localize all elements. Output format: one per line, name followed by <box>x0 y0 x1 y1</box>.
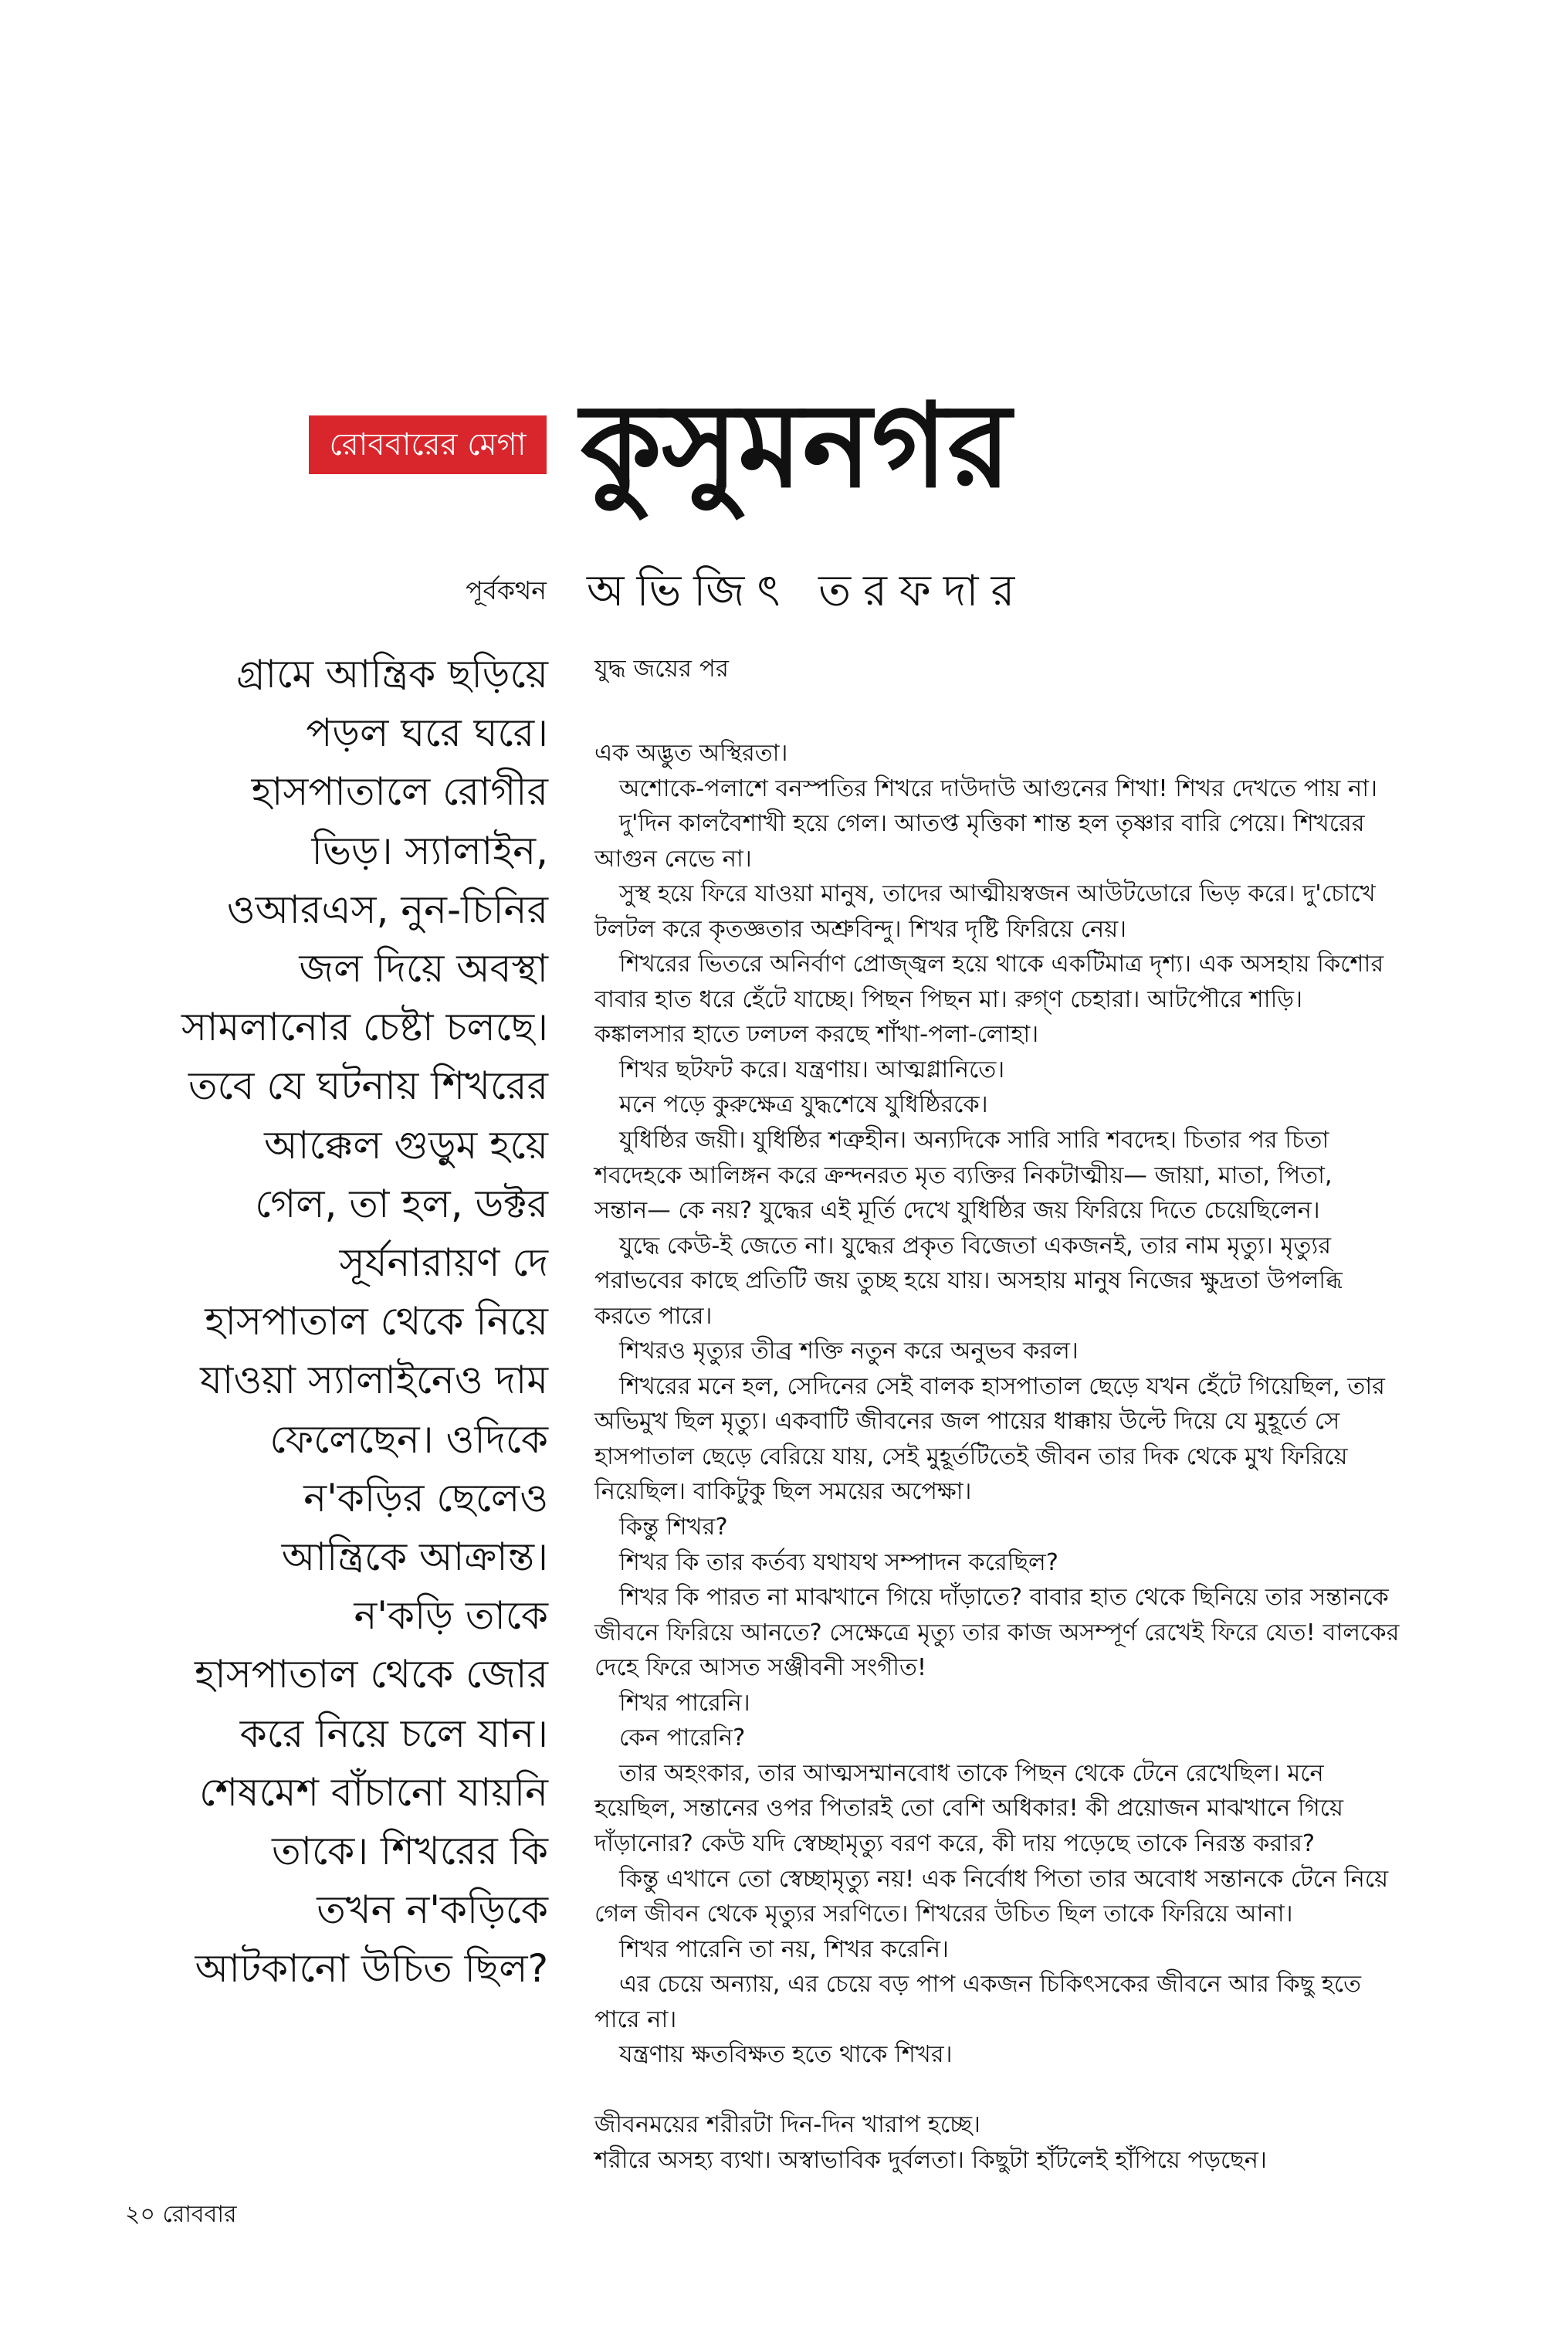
body-line: যুধিষ্ঠির জয়ী। যুধিষ্ঠির শত্রুহীন। অন্যদিকে সারি সারি শবদেহ। চিতার পর চিতা <box>619 1127 1329 1155</box>
pull-quote-line: জল দিয়ে অবস্থা <box>299 946 548 992</box>
body-line: শিখর কি পারত না মাঝখানে গিয়ে দাঁড়াতে? বাবার হাত থেকে ছিনিয়ে তার সন্তানকে <box>619 1584 1389 1612</box>
pull-quote-line: সূর্যনারায়ণ দে <box>339 1240 548 1286</box>
body-line: বাবার হাত ধরে হেঁটে যাচ্ছে। পিছন পিছন মা। রুগ্ণ চেহারা। আটপৌরে শাড়ি। <box>594 985 1302 1013</box>
body-line: পরাভবের কাছে প্রতিটি জয় তুচ্ছ হয়ে যায়। অসহায় মানুষ নিজের ক্ষুদ্রতা উপলব্ধি <box>594 1267 1343 1295</box>
body-line: যন্ত্রণায় ক্ষতবিক্ষত হতে থাকে শিখর। <box>619 2041 953 2069</box>
pull-quote-line: তবে যে ঘটনায় শিখরের <box>188 1063 548 1109</box>
pull-quote-line: পড়ল ঘরে ঘরে। <box>306 710 548 756</box>
body-line: যুদ্ধে কেউ-ই জেতে না। যুদ্ধের প্রকৃত বিজেতা একজনই, তার নাম মৃত্যু। মৃত্যুর <box>619 1232 1331 1260</box>
body-line: জীবনে ফিরিয়ে আনতে? সেক্ষেত্রে মৃত্যু তার কাজ অসম্পূর্ণ রেখেই ফিরে যেত! বালকের <box>594 1619 1400 1646</box>
body-line: শরীরে অসহ্য ব্যথা। অস্বাভাবিক দুর্বলতা। কিছুটা হাঁটলেই হাঁপিয়ে পড়ছেন। <box>594 2146 1267 2174</box>
prelude-label: পূর্বকথন <box>466 575 547 605</box>
pull-quote-line: হাসপাতাল থেকে নিয়ে <box>205 1299 548 1344</box>
pull-quote-line: ন'কড়ির ছেলেও <box>303 1475 548 1521</box>
paragraph-gap <box>594 2073 1428 2108</box>
body-line: এর চেয়ে অন্যায়, এর চেয়ে বড় পাপ একজন চিকিৎসকের জীবনে আর কিছু হতে <box>619 1971 1361 1999</box>
body-line: দাঁড়ানোর? কেউ যদি স্বেচ্ছামৃত্যু বরণ করে, কী দায় পড়েছে তাকে নিরস্ত করার? <box>594 1829 1316 1857</box>
body-line: তার অহংকার, তার আত্মসম্মানবোধ তাকে পিছন থেকে টেনে রেখেছিল। মনে <box>619 1759 1324 1787</box>
body-line: করতে পারে। <box>594 1302 713 1330</box>
pull-quote-line: করে নিয়ে চলে যান। <box>239 1711 548 1756</box>
page-title: কুসুমনগর <box>581 379 1011 514</box>
body-line: আগুন নেভে না। <box>594 845 752 873</box>
body-line: শবদেহকে আলিঙ্গন করে ক্রন্দনরত মৃত ব্যক্তির নিকটাত্মীয়— জায়া, মাতা, পিতা, <box>594 1161 1333 1189</box>
body-line: শিখর ছটফট করে। যন্ত্রণায়। আত্মগ্লানিতে। <box>619 1056 1005 1083</box>
pull-quote-line: আন্ত্রিকে আক্রান্ত। <box>281 1534 548 1580</box>
body-line: দেহে ফিরে আসত সঞ্জীবনী সংগীত! <box>594 1654 927 1682</box>
pull-quote-line: যাওয়া স্যালাইনেও দাম <box>200 1358 548 1403</box>
body-line: শিখরের মনে হল, সেদিনের সেই বালক হাসপাতাল ছেড়ে যখন হেঁটে গিয়েছিল, তার <box>619 1372 1385 1400</box>
article-body <box>594 736 1428 2178</box>
page-folio: ২০ রোববার <box>125 2201 237 2228</box>
pull-quote-line: ভিড়। স্যালাইন, <box>311 828 548 873</box>
body-line: শিখর পারেনি তা নয়, শিখর করেনি। <box>619 1935 949 1963</box>
pull-quote-line: তখন ন'কড়িকে <box>317 1887 548 1933</box>
body-line: এক অদ্ভুত অস্থিরতা। <box>594 740 788 767</box>
body-line: নিয়েছিল। বাকিটুকু ছিল সময়ের অপেক্ষা। <box>594 1478 972 1506</box>
body-line: অশোকে-পলাশে বনস্পতির শিখরে দাউদাউ আগুনের শিখা! শিখর দেখতে পায় না। <box>619 775 1377 802</box>
body-line: সন্তান— কে নয়? যুদ্ধের এই মূর্তি দেখে যুধিষ্ঠির জয় ফিরিয়ে দিতে চেয়েছিলেন। <box>594 1197 1320 1225</box>
body-line: শিখরের ভিতরে অনির্বাণ প্রোজ্জ্বল হয়ে থাকে একটিমাত্র দৃশ্য। এক অসহায় কিশোর <box>619 951 1384 978</box>
pull-quote-line: শেষমেশ বাঁচানো যায়নি <box>199 1769 548 1815</box>
pull-quote-line: ফেলেছেন। ওদিকে <box>269 1416 548 1462</box>
body-line: কিন্তু শিখর? <box>619 1514 728 1541</box>
pull-quote-line: আটকানো উচিত ছিল? <box>195 1946 548 1992</box>
pull-quote-line: গ্রামে আন্ত্রিক ছড়িয়ে <box>236 652 548 697</box>
section-heading: যুদ্ধ জয়ের পর <box>594 655 729 683</box>
pull-quote-line: সামলানোর চেষ্টা চলছে। <box>181 1005 548 1050</box>
body-line: শিখর পারেনি। <box>619 1689 750 1717</box>
body-line: সুস্থ হয়ে ফিরে যাওয়া মানুষ, তাদের আত্মীয়স্বজন আউটডোরে ভিড় করে। দু'চোখে <box>619 880 1376 908</box>
pull-quote-line: তাকে। শিখরের কি <box>272 1829 548 1874</box>
body-line: জীবনময়ের শরীরটা দিন-দিন খারাপ হচ্ছে। <box>594 2111 980 2139</box>
body-line: গেল জীবন থেকে মৃত্যুর সরণিতে। শিখরের উচিত ছিল তাকে ফিরিয়ে আনা। <box>594 1900 1293 1928</box>
body-line: শিখর কি তার কর্তব্য যথাযথ সম্পাদন করেছিল? <box>619 1548 1058 1576</box>
body-line: হাসপাতাল ছেড়ে বেরিয়ে যায়, সেই মুহূর্তটিতেই জীবন তার দিক থেকে মুখ ফিরিয়ে <box>594 1443 1348 1470</box>
pull-quote-line: ন'কড়ি তাকে <box>354 1593 548 1639</box>
pull-quote-line: হাসপাতালে রোগীর <box>251 769 548 815</box>
body-line: পারে না। <box>594 2006 677 2033</box>
body-line: কেন পারেনি? <box>619 1724 746 1752</box>
body-line: শিখরও মৃত্যুর তীব্র শক্তি নতুন করে অনুভব করল। <box>619 1338 1079 1365</box>
pull-quote-line: আক্কেল গুড়ুম হয়ে <box>264 1122 548 1168</box>
body-line: দু'দিন কালবৈশাখী হয়ে গেল। আতপ্ত মৃত্তিকা শান্ত হল তৃষ্ণার বারি পেয়ে। শিখরের <box>619 810 1365 838</box>
body-line: কিন্তু এখানে তো স্বেচ্ছামৃত্যু নয়! এক নির্বোধ পিতা তার অবোধ সন্তানকে টেনে নিয়ে <box>619 1865 1389 1893</box>
body-line: টলটল করে কৃতজ্ঞতার অশ্রুবিন্দু। শিখর দৃষ্টি ফিরিয়ে নেয়। <box>594 915 1127 943</box>
pull-quote-line: গেল, তা হল, ডক্টর <box>255 1181 548 1226</box>
pull-quote-line: ওআরএস, নুন-চিনির <box>226 887 548 932</box>
body-line: মনে পড়ে কুরুক্ষেত্র যুদ্ধশেষে যুধিষ্ঠিরকে। <box>619 1091 988 1119</box>
section-badge: রোববারের মেগা <box>309 415 547 474</box>
body-line: হয়েছিল, সন্তানের ওপর পিতারই তো বেশি অধিকার! কী প্রয়োজন মাঝখানে গিয়ে <box>594 1795 1343 1822</box>
body-line: অভিমুখ ছিল মৃত্যু। একবাটি জীবনের জল পায়ের ধাক্কায় উল্টে দিয়ে যে মুহূর্তে সে <box>594 1408 1340 1436</box>
body-line: কঙ্কালসার হাতে ঢলঢল করছে শাঁখা-পলা-লোহা। <box>594 1021 1039 1049</box>
author-name: অভিজিৎ তরফদার <box>587 566 1028 616</box>
pull-quote <box>116 645 548 1999</box>
pull-quote-line: হাসপাতাল থেকে জোর <box>194 1652 548 1697</box>
